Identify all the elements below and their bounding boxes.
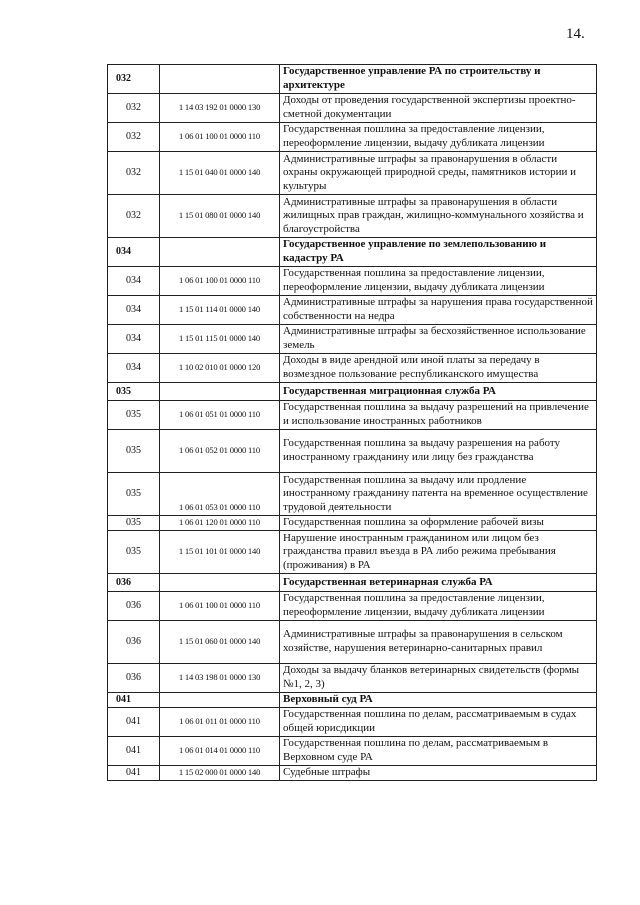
admin-code-cell: 034 (108, 325, 160, 354)
admin-code-cell: 032 (108, 152, 160, 195)
admin-code-cell: 035 (108, 516, 160, 531)
revenue-code-cell: 1 14 03 198 01 0000 130 (160, 664, 280, 693)
section-header-row (108, 693, 597, 708)
revenue-code-cell: 1 15 01 101 01 0000 140 (160, 531, 280, 574)
table-row (108, 473, 597, 516)
section-header-row (108, 238, 597, 267)
description-cell: Государственная пошлина по делам, рассматриваемым в Верховном суде РА (280, 737, 597, 766)
description-cell: Административные штрафы за правонарушения в сельском хозяйстве, нарушения ветеринарно-санитарных правил (280, 621, 597, 664)
description-cell: Административные штрафы за правонарушения в области охраны окружающей природной среды, памятников истории и культуры (280, 152, 597, 195)
revenue-code-cell: 1 06 01 014 01 0000 110 (160, 737, 280, 766)
revenue-code-cell: 1 06 01 100 01 0000 110 (160, 267, 280, 296)
admin-code-cell: 032 (108, 65, 160, 94)
revenue-code-cell: 1 06 01 053 01 0000 110 (160, 473, 280, 516)
description-cell: Нарушение иностранным гражданином или лицом без гражданства правил въезда в РА либо режима пребывания (проживания) в РА (280, 531, 597, 574)
table-row (108, 531, 597, 574)
description-cell: Государственная пошлина за выдачу разрешений на привлечение и использование иностранных работников (280, 401, 597, 430)
revenue-table (107, 64, 597, 781)
table-row (108, 94, 597, 123)
section-title-cell: Государственное управление РА по строительству и архитектуре (280, 65, 597, 94)
description-cell: Государственная пошлина по делам, рассматриваемым в судах общей юрисдикции (280, 708, 597, 737)
section-title-cell: Верховный суд РА (280, 693, 597, 708)
table-row (108, 296, 597, 325)
admin-code-cell: 035 (108, 473, 160, 516)
revenue-code-cell: 1 06 01 100 01 0000 110 (160, 123, 280, 152)
revenue-code-cell: 1 06 01 100 01 0000 110 (160, 592, 280, 621)
admin-code-cell: 034 (108, 354, 160, 383)
page-number: 14. (566, 26, 585, 42)
section-header-row (108, 383, 597, 401)
admin-code-cell: 034 (108, 296, 160, 325)
revenue-code-cell (160, 238, 280, 267)
table-row (108, 664, 597, 693)
revenue-code-cell (160, 693, 280, 708)
admin-code-cell: 034 (108, 238, 160, 267)
admin-code-cell: 041 (108, 737, 160, 766)
table-row (108, 737, 597, 766)
revenue-code-cell: 1 15 01 080 01 0000 140 (160, 195, 280, 238)
description-cell: Государственная пошлина за предоставление лицензии, переоформление лицензии, выдачу дубликата лицензии (280, 123, 597, 152)
table-row (108, 195, 597, 238)
admin-code-cell: 035 (108, 430, 160, 473)
revenue-code-cell (160, 574, 280, 592)
table-row (108, 516, 597, 531)
description-cell: Административные штрафы за бесхозяйственное использование земель (280, 325, 597, 354)
revenue-code-cell (160, 383, 280, 401)
admin-code-cell: 032 (108, 195, 160, 238)
description-cell: Государственная пошлина за предоставление лицензии, переоформление лицензии, выдачу дубликата лицензии (280, 267, 597, 296)
table-row (108, 267, 597, 296)
revenue-code-cell: 1 06 01 052 01 0000 110 (160, 430, 280, 473)
table-row (108, 152, 597, 195)
section-header-row (108, 574, 597, 592)
description-cell: Государственная пошлина за оформление рабочей визы (280, 516, 597, 531)
section-title-cell: Государственная ветеринарная служба РА (280, 574, 597, 592)
description-cell: Государственная пошлина за предоставление лицензии, переоформление лицензии, выдачу дубликата лицензии (280, 592, 597, 621)
admin-code-cell: 034 (108, 267, 160, 296)
revenue-code-cell: 1 14 03 192 01 0000 130 (160, 94, 280, 123)
revenue-code-cell: 1 15 01 115 01 0000 140 (160, 325, 280, 354)
table-row (108, 430, 597, 473)
admin-code-cell: 036 (108, 574, 160, 592)
admin-code-cell: 035 (108, 401, 160, 430)
revenue-code-cell: 1 06 01 120 01 0000 110 (160, 516, 280, 531)
admin-code-cell: 035 (108, 383, 160, 401)
description-cell: Доходы от проведения государственной экспертизы проектно-сметной документации (280, 94, 597, 123)
table-row (108, 325, 597, 354)
description-cell: Доходы за выдачу бланков ветеринарных свидетельств (формы №1, 2, 3) (280, 664, 597, 693)
revenue-code-cell: 1 15 01 114 01 0000 140 (160, 296, 280, 325)
description-cell: Административные штрафы за нарушения права государственной собственности на недра (280, 296, 597, 325)
admin-code-cell: 032 (108, 94, 160, 123)
admin-code-cell: 036 (108, 664, 160, 693)
admin-code-cell: 041 (108, 708, 160, 737)
table-row (108, 123, 597, 152)
table-row (108, 592, 597, 621)
revenue-code-cell: 1 15 02 000 01 0000 140 (160, 766, 280, 781)
revenue-code-cell: 1 15 01 060 01 0000 140 (160, 621, 280, 664)
revenue-code-cell: 1 06 01 011 01 0000 110 (160, 708, 280, 737)
description-cell: Государственная пошлина за выдачу или продление иностранному гражданину патента на временное осуществление трудовой деятельности (280, 473, 597, 516)
table-row (108, 401, 597, 430)
section-title-cell: Государственное управление по землепользованию и кадастру РА (280, 238, 597, 267)
table-row (108, 354, 597, 383)
admin-code-cell: 041 (108, 693, 160, 708)
table-row (108, 621, 597, 664)
admin-code-cell: 041 (108, 766, 160, 781)
revenue-code-cell: 1 10 02 010 01 0000 120 (160, 354, 280, 383)
revenue-code-cell: 1 06 01 051 01 0000 110 (160, 401, 280, 430)
admin-code-cell: 035 (108, 531, 160, 574)
description-cell: Административные штрафы за правонарушения в области жилищных прав граждан, жилищно-коммунального хозяйства и благоустройства (280, 195, 597, 238)
table-row (108, 766, 597, 781)
revenue-code-cell: 1 15 01 040 01 0000 140 (160, 152, 280, 195)
admin-code-cell: 032 (108, 123, 160, 152)
admin-code-cell: 036 (108, 592, 160, 621)
section-title-cell: Государственная миграционная служба РА (280, 383, 597, 401)
admin-code-cell: 036 (108, 621, 160, 664)
table-row (108, 708, 597, 737)
section-header-row (108, 65, 597, 94)
description-cell: Доходы в виде арендной или иной платы за передачу в возмездное пользование республиканского имущества (280, 354, 597, 383)
revenue-code-cell (160, 65, 280, 94)
description-cell: Судебные штрафы (280, 766, 597, 781)
description-cell: Государственная пошлина за выдачу разрешения на работу иностранному гражданину или лицу без гражданства (280, 430, 597, 473)
